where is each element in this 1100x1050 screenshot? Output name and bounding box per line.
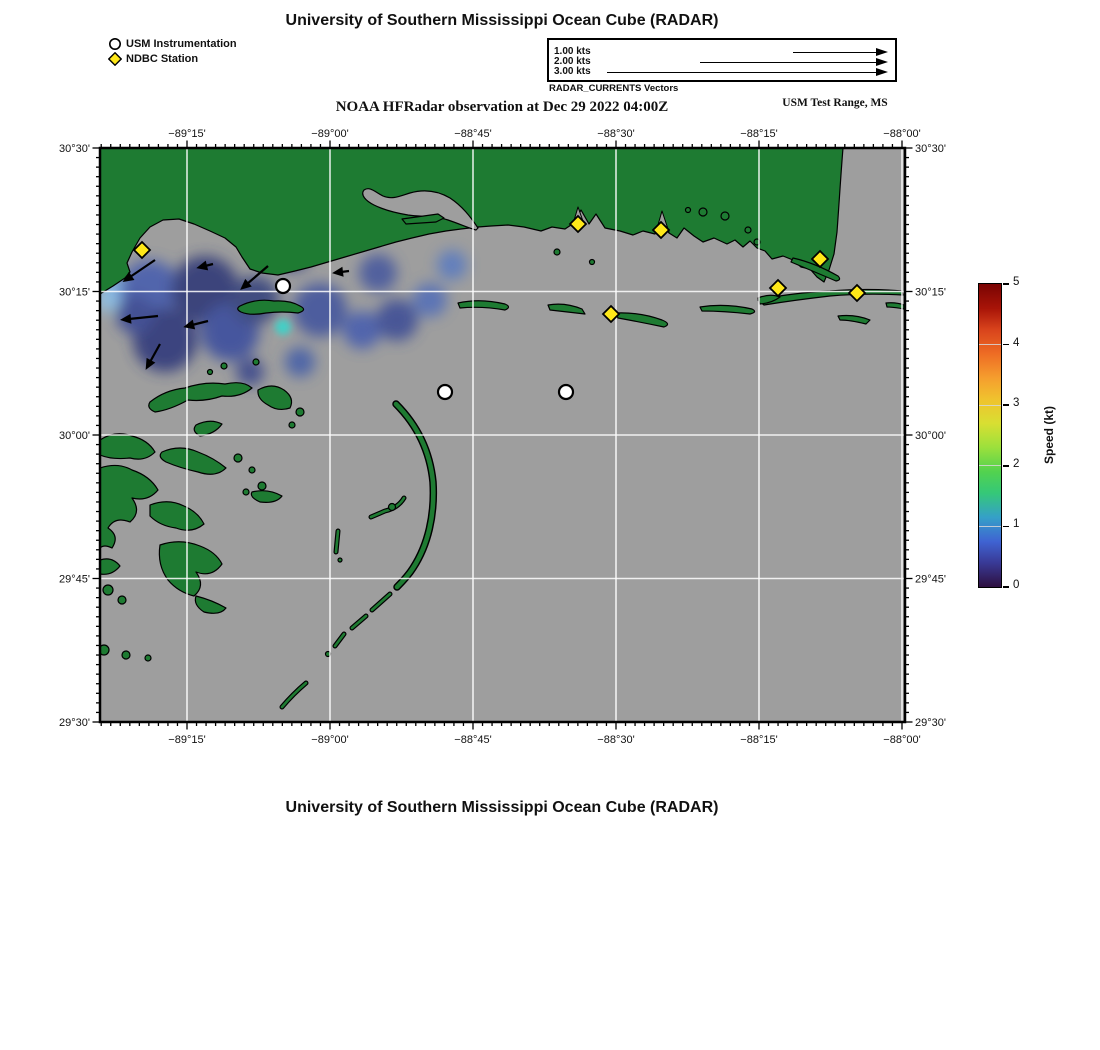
y-tick-label: 29°30' <box>59 717 90 729</box>
island-speck <box>253 359 259 365</box>
marsh-speck <box>243 489 249 495</box>
legend-item-label: USM Instrumentation <box>126 37 237 50</box>
x-tick-label: −89°00' <box>311 734 349 746</box>
marsh-speck <box>249 467 255 473</box>
colorbar-tick-label: 3 <box>1013 397 1020 410</box>
y-tick-label: 30°15' <box>59 286 90 299</box>
colorbar-gridline <box>979 526 1001 527</box>
footer-title: University of Southern Mississippi Ocean Cube (RADAR) <box>285 799 719 816</box>
y-tick-label: 30°00' <box>59 430 90 442</box>
marsh-speck <box>721 212 729 220</box>
usm-instrument-marker <box>438 385 452 399</box>
colorbar-gridline <box>979 344 1001 345</box>
vector-scale-row-label: 3.00 kts <box>554 65 591 77</box>
colorbar-tick-label: 2 <box>1013 457 1020 470</box>
x-tick-label: −89°15' <box>168 734 206 746</box>
marsh-speck <box>590 260 595 265</box>
y-tick-label: 29°30' <box>915 717 946 729</box>
marsh-speck <box>289 422 295 428</box>
vector-scale-row-label: 1.00 kts <box>554 45 591 57</box>
island-speck <box>338 558 342 562</box>
vector-scale-caption: RADAR_CURRENTS Vectors <box>549 83 679 94</box>
marsh-speck <box>686 208 691 213</box>
observation-subtitle: NOAA HFRadar observation at Dec 29 2022 04:00Z <box>335 99 669 115</box>
x-tick-label: −88°30' <box>597 128 635 140</box>
x-tick-label: −88°00' <box>883 734 921 746</box>
marsh-speck <box>234 454 242 462</box>
marsh-speck <box>699 208 707 216</box>
y-tick-label: 30°30' <box>915 143 946 155</box>
marsh-speck <box>745 227 751 233</box>
colorbar-tick-label: 1 <box>1013 518 1020 531</box>
radar-speed-spot-cyan <box>275 319 291 335</box>
marsh-speck <box>554 249 560 255</box>
colorbar-tick <box>1003 344 1009 346</box>
x-tick-label: −89°00' <box>311 128 349 140</box>
colorbar-tick <box>1003 586 1009 588</box>
marsh-speck <box>258 482 266 490</box>
y-tick-label: 29°45' <box>59 573 90 586</box>
marsh-speck <box>118 596 126 604</box>
x-tick-label: −88°45' <box>454 734 492 746</box>
x-tick-label: −89°15' <box>168 128 206 140</box>
legend-item-label: NDBC Station <box>126 52 199 65</box>
island-speck <box>389 504 396 511</box>
x-tick-label: −88°45' <box>454 128 492 140</box>
y-tick-label: 30°00' <box>915 430 946 442</box>
marsh-speck <box>145 655 151 661</box>
y-tick-label: 30°30' <box>59 143 90 155</box>
marsh-speck <box>296 408 304 416</box>
x-tick-label: −88°30' <box>597 734 635 746</box>
vector-scale-row-label: 2.00 kts <box>554 55 591 67</box>
usm-instrument-marker <box>276 279 290 293</box>
page-title: University of Southern Mississippi Ocean Cube (RADAR) <box>285 12 719 29</box>
x-tick-label: −88°15' <box>740 734 778 746</box>
x-tick-label: −88°15' <box>740 128 778 140</box>
marsh-speck <box>103 585 113 595</box>
x-tick-label: −88°00' <box>883 128 921 140</box>
colorbar-tick-label: 4 <box>1013 336 1020 349</box>
island-speck <box>221 363 227 369</box>
island-speck <box>208 370 213 375</box>
marsh-speck <box>122 651 130 659</box>
y-tick-label: 29°45' <box>915 573 946 586</box>
colorbar-tick <box>1003 526 1009 528</box>
colorbar-tick-label: 5 <box>1013 276 1020 288</box>
colorbar-tick <box>1003 283 1009 285</box>
colorbar-tick-label: 0 <box>1013 579 1020 591</box>
colorbar-axis-label: Speed (kt) <box>1042 405 1056 465</box>
y-tick-label: 30°15' <box>915 286 946 299</box>
test-range-label: USM Test Range, MS <box>782 97 888 109</box>
usm-instrument-marker <box>559 385 573 399</box>
